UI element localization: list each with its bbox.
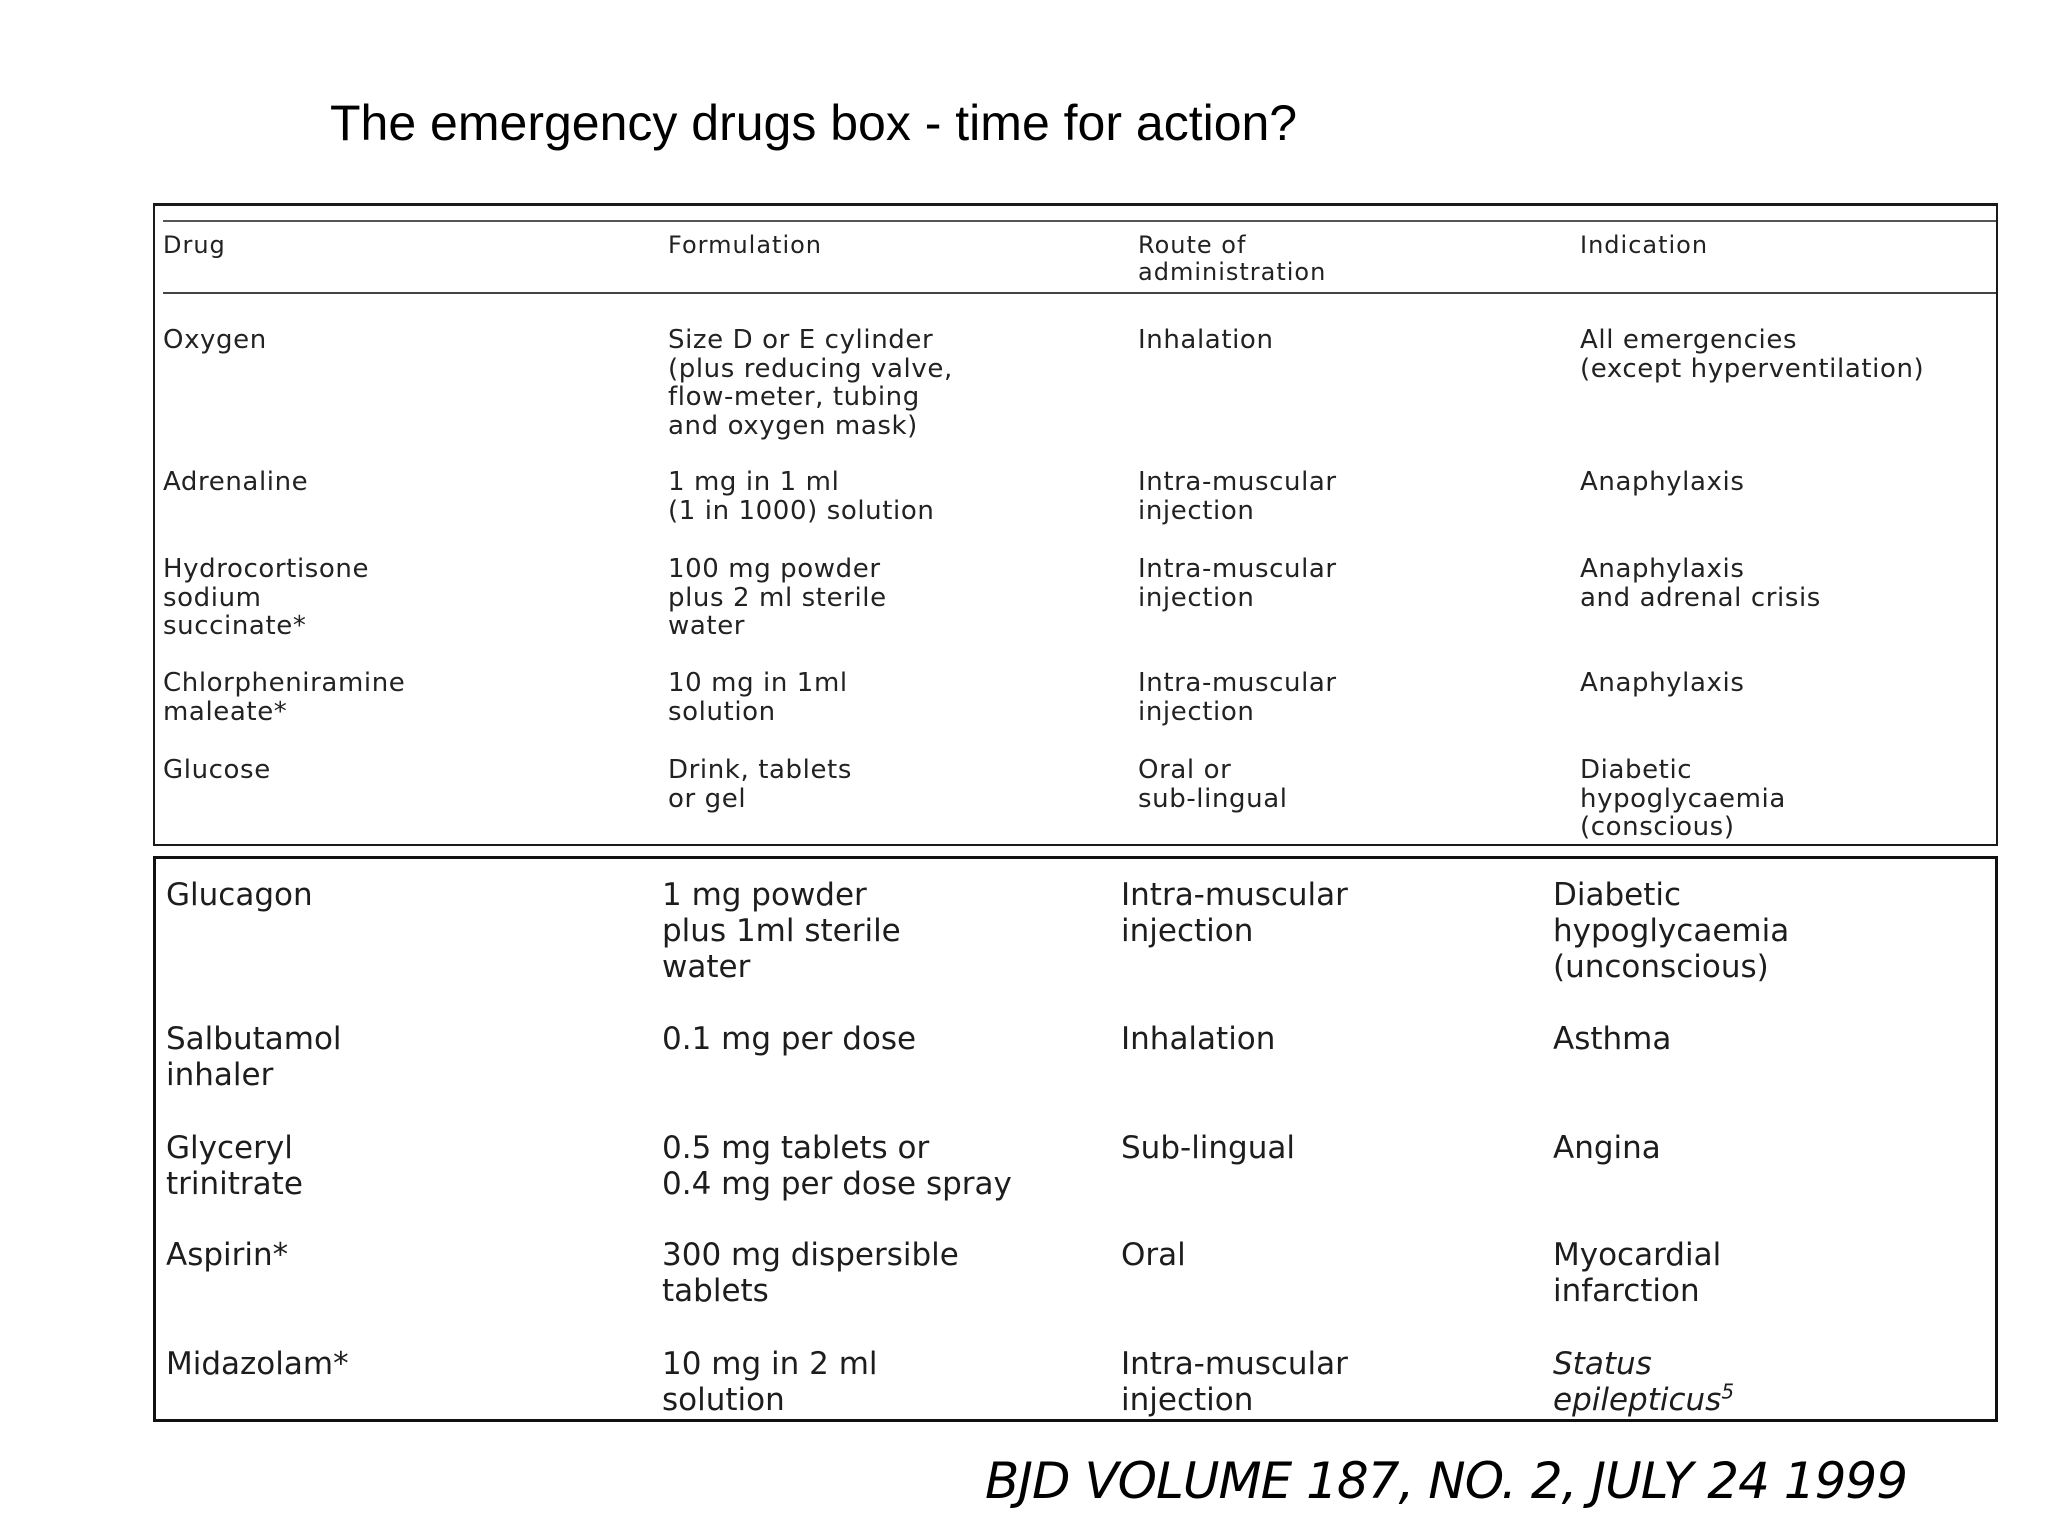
cell-formulation: Size D or E cylinder (plus reducing valve, flow-meter, tubing and oxygen mask) [668, 325, 953, 441]
cell-route: Oral [1121, 1237, 1186, 1273]
cell-indication: Asthma [1553, 1021, 1672, 1057]
cell-drug: Oxygen [163, 325, 267, 355]
cell-indication: Angina [1553, 1130, 1661, 1166]
cell-drug: Salbutamol inhaler [166, 1021, 342, 1093]
table-row [166, 877, 1995, 1021]
table-row [166, 1237, 1995, 1346]
cell-formulation: 100 mg powder plus 2 ml sterile water [668, 554, 887, 641]
header-formulation: Formulation [668, 231, 823, 259]
cell-drug: Glyceryl trinitrate [166, 1130, 303, 1202]
cell-route: Inhalation [1121, 1021, 1276, 1057]
cell-formulation: 300 mg dispersible tablets [662, 1237, 959, 1309]
cell-indication [1553, 1346, 1995, 1422]
cell-drug: Adrenaline [163, 467, 309, 497]
header-indication: Indication [1580, 231, 1709, 259]
cell-formulation: 0.1 mg per dose [662, 1021, 917, 1057]
cell-route: Sub-lingual [1121, 1130, 1295, 1166]
drugs-table-lower [153, 856, 1998, 1422]
cell-indication: Diabetic hypoglycaemia (conscious) [1580, 755, 1786, 842]
cell-formulation: 0.5 mg tablets or 0.4 mg per dose spray [662, 1130, 1012, 1202]
cell-route: Intra-muscular injection [1138, 467, 1337, 526]
indication-line-1: Status [1553, 1346, 1652, 1382]
upper-rows [163, 326, 1996, 846]
table-row [163, 326, 1996, 468]
cell-indication: All emergencies (except hyperventilation) [1580, 325, 1925, 384]
cell-formulation: 1 mg powder plus 1ml sterile water [662, 877, 901, 985]
cell-indication: Diabetic hypoglycaemia (unconscious) [1553, 877, 1790, 985]
indication-line-2: epilepticus [1553, 1382, 1722, 1418]
cell-indication: Anaphylaxis [1580, 668, 1745, 698]
cell-route: Intra-muscular injection [1121, 877, 1348, 949]
cell-drug: Hydrocortisone sodium succinate* [163, 554, 370, 641]
cell-drug: Glucose [163, 755, 271, 785]
table-row [163, 669, 1996, 756]
lower-rows [166, 877, 1995, 1422]
table-row [166, 1130, 1995, 1237]
header-drug: Drug [163, 231, 226, 259]
cell-indication: Myocardial infarction [1553, 1237, 1722, 1309]
drugs-table-upper [153, 203, 1998, 846]
cell-route: Oral or sub-lingual [1138, 755, 1288, 814]
cell-route: Intra-muscular injection [1121, 1346, 1348, 1418]
table-row [166, 1346, 1995, 1422]
cell-indication: Anaphylaxis [1580, 467, 1745, 497]
citation: BJD VOLUME 187, NO. 2, JULY 24 1999 [985, 1452, 1908, 1510]
cell-drug: Midazolam* [166, 1346, 349, 1382]
table-row [163, 468, 1996, 555]
reference-superscript: 5 [1721, 1379, 1735, 1404]
header-route: Route of administration [1138, 231, 1327, 286]
cell-formulation: 1 mg in 1 ml (1 in 1000) solution [668, 467, 935, 526]
cell-route: Inhalation [1138, 325, 1274, 355]
cell-drug: Glucagon [166, 877, 313, 913]
cell-formulation: 10 mg in 1ml solution [668, 668, 848, 727]
table-row [163, 756, 1996, 846]
cell-drug: Aspirin* [166, 1237, 289, 1273]
cell-formulation: Drink, tablets or gel [668, 755, 852, 814]
cell-route: Intra-muscular injection [1138, 554, 1337, 613]
table-header-row [163, 220, 1996, 294]
page-title: The emergency drugs box - time for action? [330, 95, 1298, 151]
table-row [163, 555, 1996, 669]
cell-route: Intra-muscular injection [1138, 668, 1337, 727]
table-row [166, 1021, 1995, 1130]
cell-drug: Chlorpheniramine maleate* [163, 668, 406, 727]
cell-formulation: 10 mg in 2 ml solution [662, 1346, 878, 1418]
cell-indication: Anaphylaxis and adrenal crisis [1580, 554, 1821, 613]
